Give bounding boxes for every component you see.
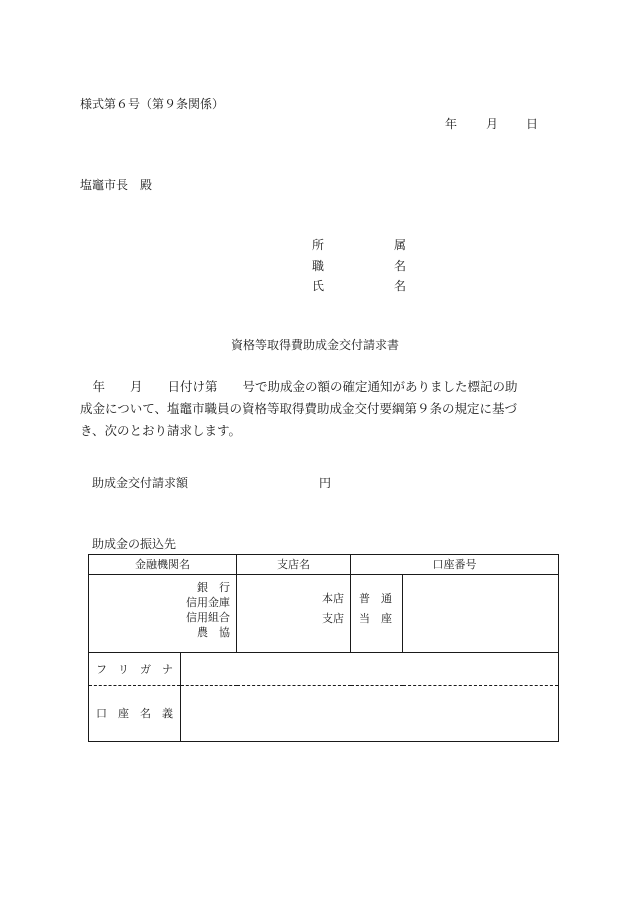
institution-type-bank: 銀 行 [197,581,230,594]
request-paragraph [80,376,550,442]
institution-cell[interactable] [89,575,237,653]
applicant-name [312,280,406,292]
form-number: 様式第６号（第９条関係） [80,97,225,111]
furigana-label: フ リ ガ ナ [89,653,181,686]
branch-cell[interactable] [237,575,351,653]
account-holder-field[interactable] [181,686,559,742]
applicant-position-char2: 名 [394,259,407,273]
applicant-position-char1: 職 [312,259,325,273]
date-year-label: 年 [445,117,458,131]
col-institution-header: 金融機関名 [89,555,237,575]
applicant-affiliation [312,239,406,251]
date-month-label: 月 [486,117,499,131]
amount-unit: 円 [319,476,332,490]
furigana-row [89,653,559,686]
bank-transfer-table [88,554,559,742]
document-title: 資格等取得費助成金交付請求書 [230,338,399,352]
applicant-affiliation-char2: 属 [394,238,407,252]
account-type-current: 当 座 [359,612,392,625]
date-day-label: 日 [526,117,539,131]
applicant-name-char1: 氏 [312,279,325,293]
bank-table-body-row [89,575,559,653]
col-account-header: 口座番号 [351,555,559,575]
applicant-name-char2: 名 [394,279,407,293]
paragraph-line-3: き、次のとおり請求します。 [80,423,242,438]
applicant-affiliation-char1: 所 [312,238,325,252]
paragraph-line-2: 成金について、塩竈市職員の資格等取得費助成金交付要綱第９条の規定に基づ [80,401,518,416]
institution-type-nokyo: 農 協 [197,626,230,639]
branch-type-branch: 支店 [322,612,344,625]
branch-type-main: 本店 [322,592,344,605]
institution-type-shinkin: 信用金庫 [186,596,230,609]
furigana-field[interactable] [181,653,559,686]
account-number-field[interactable] [403,575,559,653]
account-holder-row [89,686,559,742]
amount-label: 助成金交付請求額 [92,476,189,490]
account-type-ordinary: 普 通 [359,592,392,605]
addressee: 塩竈市長 殿 [80,178,153,192]
paragraph-line-1: 年 月 日付け第 号で助成金の額の確定通知がありました標記の助 [80,379,518,394]
col-branch-header: 支店名 [237,555,351,575]
account-type-cell[interactable] [351,575,403,653]
account-holder-label: 口 座 名 義 [89,686,181,742]
bank-section-heading: 助成金の振込先 [92,537,177,551]
bank-table-header-row [89,555,559,575]
institution-type-shinkumi: 信用組合 [186,611,230,624]
applicant-position [312,260,406,272]
